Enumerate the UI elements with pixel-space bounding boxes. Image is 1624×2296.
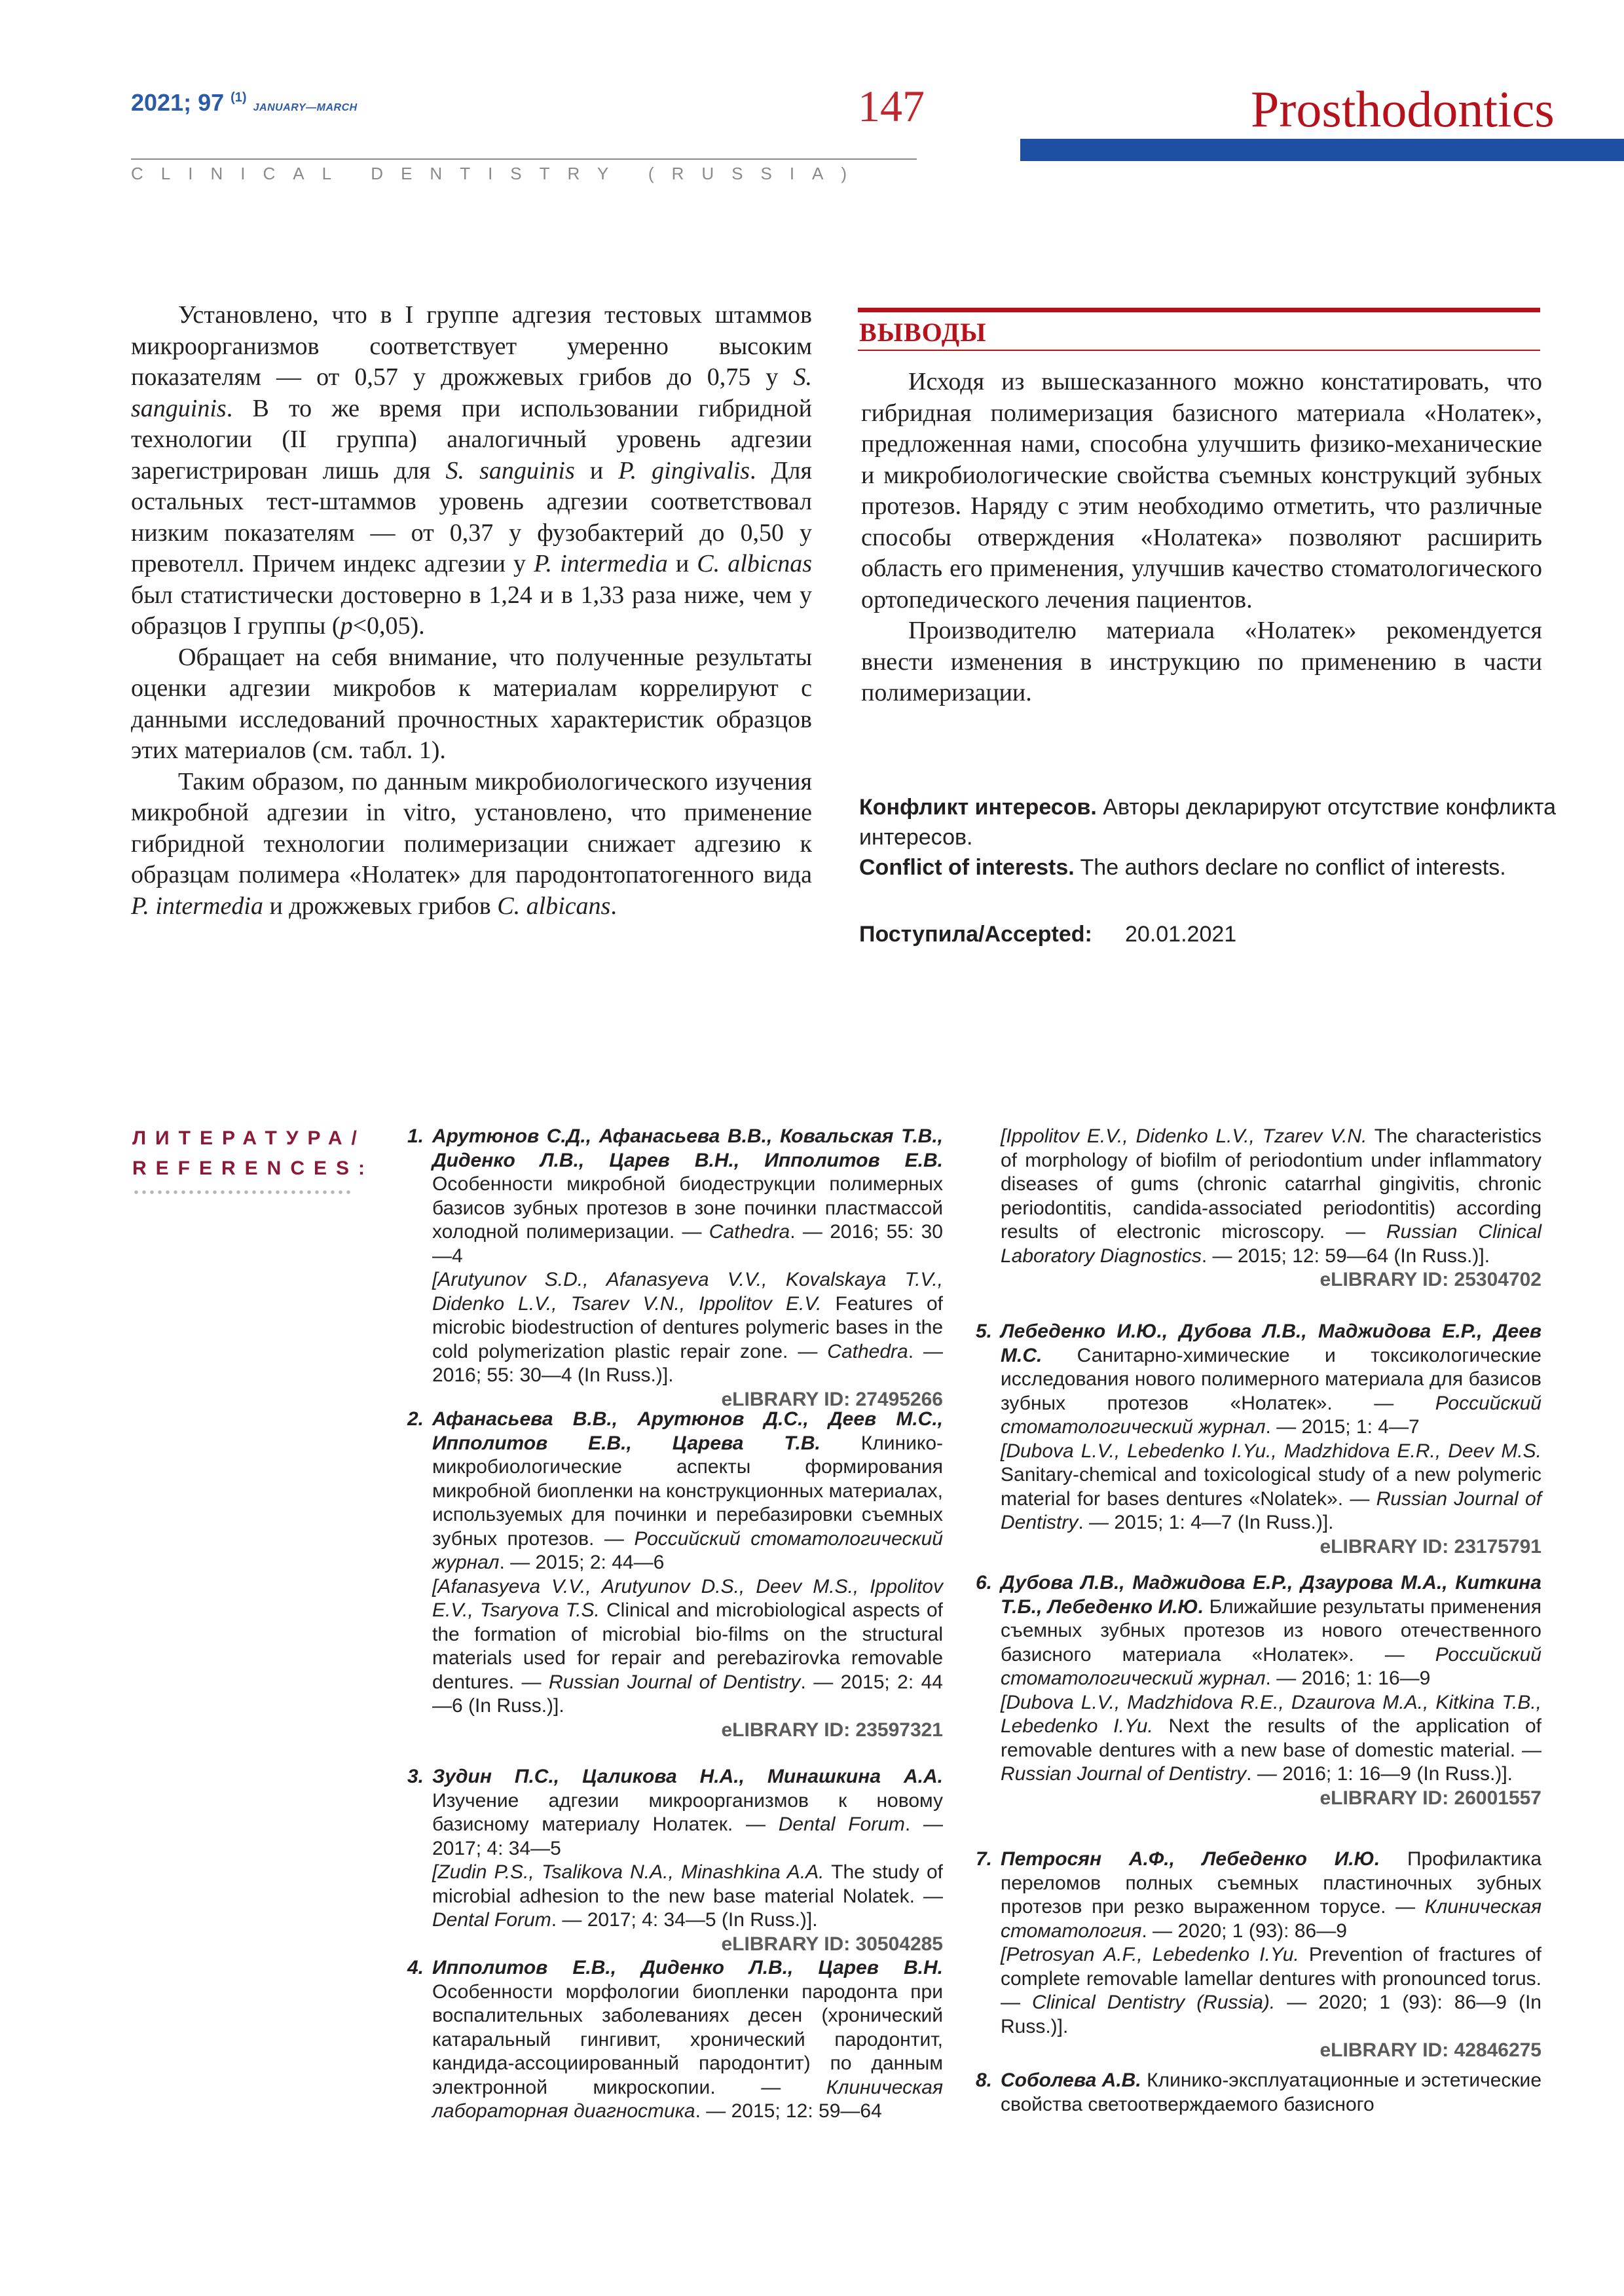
conclusions-heading: ВЫВОДЫ (859, 318, 987, 347)
elibrary-id: eLIBRARY ID: 42846275 (1320, 2039, 1541, 2061)
reference-item: 1. Арутюнов С.Д., Афанасьева В.В., Ковальская Т.В., Диденко Л.В., Царев В.Н., Ипполитов Е.В. Особенности микробной биодеструкции полимерных базисов зубных протезов в зоне починки пластмассой холодной полимеризации. — Cathedra. — 2016; 55: 30—4 [Arutyunov S.D., Afanasyeva V.V., Kovalskaya T.V., Didenko L.V., Tsarev V.N., Ippolitov E.V. Features of microbic biodestruction of dentures polymeric bases in the cold polymerization plastic repair zone. — Cathedra. — 2016; 55: 30—4 (In Russ.)]. eLIBRARY ID: 27495266 (407, 1125, 943, 1412)
issue-period: JANUARY—MARCH (253, 102, 358, 113)
conclusions-bottom-rule (858, 350, 1540, 351)
section-color-bar (1020, 139, 1624, 161)
elibrary-id: eLIBRARY ID: 23175791 (1320, 1535, 1541, 1558)
elibrary-id: eLIBRARY ID: 25304702 (1320, 1269, 1541, 1290)
elibrary-id: eLIBRARY ID: 23597321 (721, 1719, 943, 1741)
issue-number: (1) (231, 90, 247, 105)
paragraph: Установлено, что в I группе адгезия тестовых штаммов микроорганизмов соответствует умеренно высоким показателям — от 0,57 у дрожжевых грибов до 0,75 у S. sanguinis. В то же время при использовании гибридной технологии (II группа) аналогичный уровень адгезии зарегистрирован лишь для S. sanguinis и P. gingivalis. Для остальных тест-штаммов уровень адгезии соответствовал низким показателям — от 0,37 у фузобактерий до 0,50 у превотелл. Причем индекс адгезии у P. intermedia и C. albicnas был статистически достоверно в 1,24 и в 1,33 раза ниже, чем у образцов I группы (p<0,05). (131, 301, 813, 640)
conclusions-text (861, 367, 1542, 709)
journal-name: CLINICAL DENTISTRY (RUSSIA) (131, 164, 865, 183)
accepted-label: Поступила/Accepted: (859, 922, 1092, 947)
header-divider (131, 158, 917, 160)
reference-item-continued: [Ippolitov E.V., Didenko L.V., Tzarev V.N. The characteristics of morphology of biofilm of periodontium under inflammatory diseases of gums (chronic catarrhal gingivitis, chronic periodontitis, candida-associated periodontitis) according results of electronic microscopy. — Russian Clinical Laboratory Diagnostics. — 2015; 12: 59—64 (In Russ.)]. eLIBRARY ID: 25304702 (1001, 1125, 1541, 1292)
elibrary-id: eLIBRARY ID: 27495266 (721, 1388, 943, 1410)
references-label: ЛИТЕРАТУРА/ REFERENCES: (132, 1127, 375, 1179)
reference-item: 3. Зудин П.С., Цаликова Н.А., Минашкина А.А. Изучение адгезии микроорганизмов к новому базисному материалу Нолатек. — Dental Forum. — 2017; 4: 34—5 [Zudin P.S., Tsalikova N.A., Minashkina A.A. The study of microbial adhesion to the new base material Nolatek. — Dental Forum. — 2017; 4: 34—5 (In Russ.)]. eLIBRARY ID: 30504285 (407, 1765, 943, 1956)
section-title: Prosthodontics (1251, 81, 1555, 137)
reference-item: 7. Петросян А.Ф., Лебеденко И.Ю. Профилактика переломов полных съемных пластиночных зубных протезов при резко выраженном торусе. — Клиническая стоматология. — 2020; 1 (93): 86—9 [Petrosyan A.F., Lebedenko I.Yu. Prevention of fractures of complete removable lamellar dentures with pronounced torus. — Clinical Dentistry (Russia). — 2020; 1 (93): 86—9 (In Russ.)]. eLIBRARY ID: 42846275 (976, 1848, 1541, 2063)
reference-item: 6. Дубова Л.В., Маджидова Е.Р., Дзаурова М.А., Киткина Т.Б., Лебеденко И.Ю. Ближайшие результаты применения съемных зубных протезов из нового отечественного базисного материала «Нолатек». — Российский стоматологический журнал. — 2016; 1: 16—9 [Dubova L.V., Madzhidova R.E., Dzaurova M.A., Kitkina T.B., Lebedenko I.Yu. Next the results of the application of removable dentures with a new base of domestic material. — Russian Journal of Dentistry. — 2016; 1: 16—9 (In Russ.)]. eLIBRARY ID: 26001557 (976, 1571, 1541, 1810)
paragraph: Исходя из вышесказанного можно констатировать, что гибридная полимеризация базисного материала «Нолатек», предложенная нами, способна улучшить физико-механические и микробиологические свойства съемных конструкций зубных протезов. Наряду с этим необходимо отметить, что различные способы отверждения «Нолатека» позволяют расширить область его применения, улучшив качество стоматологического ортопедического лечения пациентов. (861, 368, 1542, 613)
paragraph: Таким образом, по данным микробиологического изучения микробной адгезии in vitro, установлено, что применение гибридной технологии полимеризации снижает адгезию к образцам полимера «Нолатек» для пародонтопатогенного вида P. intermedia и дрожжевых грибов C. albicans. (131, 767, 812, 920)
reference-item: 5. Лебеденко И.Ю., Дубова Л.В., Маджидова Е.Р., Деев М.С. Санитарно-химические и токсикологические исследования нового полимерного материала для базисов зубных протезов «Нолатек». — Российский стоматологический журнал. — 2015; 1: 4—7 [Dubova L.V., Lebedenko I.Yu., Madzhidova E.R., Deev M.S. Sanitary-chemical and toxicological study of a new polymeric material for bases dentures «Nolatek». — Russian Journal of Dentistry. — 2015; 1: 4—7 (In Russ.)]. eLIBRARY ID: 23175791 (976, 1320, 1541, 1559)
issue-year-volume: 2021; 97 (131, 89, 225, 116)
left-column-text (131, 300, 812, 922)
accepted-date: 20.01.2021 (1125, 922, 1237, 947)
references-dotted-rule (132, 1190, 352, 1194)
reference-item: 2. Афанасьева В.В., Арутюнов Д.С., Деев М.С., Ипполитов Е.В., Царева Т.В. Клинико-микробиологические аспекты формирования микробной биопленки на конструкционных материалах, используемых для починки и перебазировки съемных зубных протезов. — Российский стоматологический журнал. — 2015; 2: 44—6 [Afanasyeva V.V., Arutyunov D.S., Deev M.S., Ippolitov E.V., Tsaryova T.S. Clinical and microbiological aspects of the formation of microbial bio-films on the structural materials used for repair and perebazirovka removable dentures. — Russian Journal of Dentistry. — 2015; 2: 44—6 (In Russ.)]. eLIBRARY ID: 23597321 (407, 1408, 943, 1742)
conflict-of-interest: Конфликт интересов. Авторы декларируют отсутствие конфликта интересов. Conflict of interests. The authors declare no conflict of interests. (859, 795, 1556, 880)
elibrary-id: eLIBRARY ID: 26001557 (1320, 1787, 1541, 1809)
page-number: 147 (858, 81, 925, 131)
issue-info (131, 89, 358, 117)
reference-item: 4. Ипполитов Е.В., Диденко Л.В., Царев В.Н. Особенности морфологии биопленки пародонта при воспалительных заболеваниях десен (хронический катаральный гингивит, хронический пародонтит, кандида-ассоциированный пародонтит) по данным электронной микроскопии. — Клиническая лабораторная диагностика. — 2015; 12: 59—64 (407, 1957, 943, 2122)
conclusions-top-rule (858, 308, 1540, 312)
reference-item: 8. Соболева А.В. Клинико-эксплуатационные и эстетические свойства светоотверждаемого базисного (976, 2069, 1542, 2115)
elibrary-id: eLIBRARY ID: 30504285 (721, 1933, 943, 1955)
paragraph: Производителю материала «Нолатек» рекомендуется внести изменения в инструкцию по применению в части полимеризации. (861, 617, 1542, 706)
paragraph: Обращает на себя внимание, что полученные результаты оценки адгезии микробов к материалам коррелируют с данными исследований прочностных характеристик образцов этих материалов (см. табл. 1). (131, 643, 812, 764)
